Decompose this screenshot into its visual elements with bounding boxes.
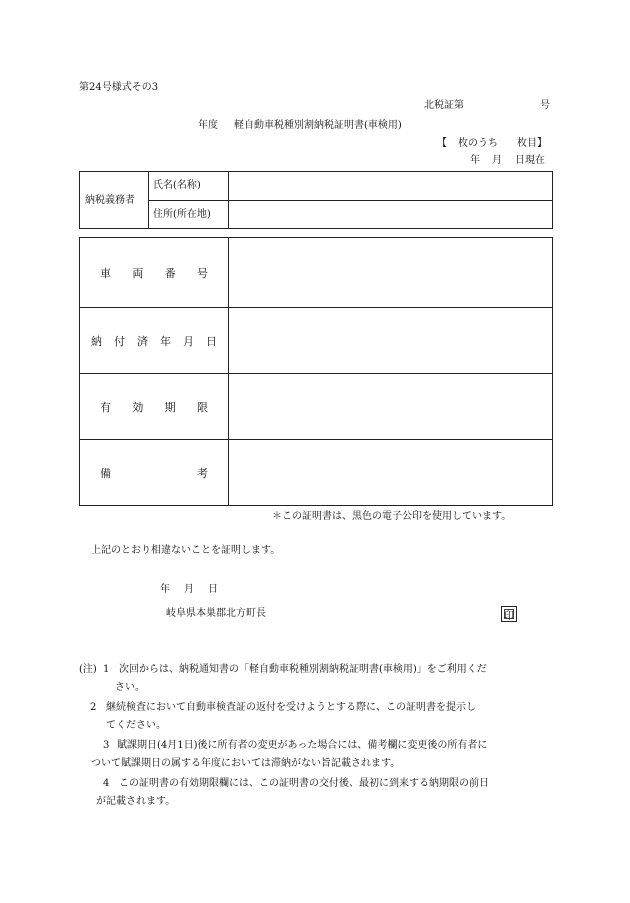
address-label: 住所(所在地) bbox=[153, 209, 211, 220]
note-1-line-2: さい。 bbox=[115, 682, 145, 693]
payment-date-char: 日 bbox=[206, 334, 217, 348]
note-4-line-2: が記載されます。 bbox=[96, 796, 176, 807]
page-count-of-label: 枚のうち bbox=[458, 138, 498, 149]
cert-number-prefix: 北税証第 bbox=[424, 100, 464, 111]
seal-char: 印 bbox=[504, 610, 514, 622]
note-2-line-1: 継続検査において自動車検査証の返付を受けようとする際に、この証明書を提示し bbox=[106, 702, 476, 713]
valid-period-char: 期 bbox=[164, 400, 176, 414]
as-of-month: 月 bbox=[492, 155, 502, 166]
payment-date-char: 年 bbox=[160, 334, 171, 348]
payment-date-label bbox=[80, 308, 228, 373]
official-seal bbox=[501, 606, 517, 622]
note-2-number: 2 bbox=[90, 702, 97, 713]
vehicle-number-value-cell[interactable] bbox=[230, 239, 551, 306]
address-value-cell[interactable] bbox=[230, 202, 551, 227]
as-of-year: 年 bbox=[470, 155, 480, 166]
issuer-name: 岐阜県本巣郡北方町長 bbox=[166, 608, 266, 619]
document-title: 軽自動車税種別割納税証明書(車検用) bbox=[234, 120, 402, 131]
cert-number-suffix: 号 bbox=[540, 100, 550, 111]
note-2-line-2: てください。 bbox=[106, 720, 166, 731]
as-of-day: 日現在 bbox=[515, 155, 545, 166]
note-4-line-1: この証明書の有効期限欄には、この証明書の交付後、最初に到来する納期限の前日 bbox=[119, 778, 489, 789]
taxpayer-table bbox=[79, 171, 553, 229]
valid-period-char: 限 bbox=[196, 400, 208, 414]
note-3-line-1: 賦課期日(4月1日)後に所有者の変更があった場合には、備考欄に変更後の所有者に bbox=[117, 740, 488, 751]
vehicle-number-char: 車 bbox=[100, 266, 111, 280]
note-1-number: 1 bbox=[103, 664, 110, 675]
taxpayer-label: 納税義務者 bbox=[85, 195, 135, 206]
payment-date-char: 納 bbox=[91, 334, 102, 348]
notes-prefix: (注) bbox=[79, 664, 97, 675]
page-count-open: 【 bbox=[437, 138, 447, 149]
electronic-seal-note: ＊この証明書は、黒色の電子公印を使用しています。 bbox=[272, 511, 512, 522]
name-value-cell[interactable] bbox=[230, 173, 551, 199]
valid-period-value-cell[interactable] bbox=[230, 375, 551, 438]
vehicle-number-char: 番 bbox=[164, 266, 176, 280]
note-3-number: 3 bbox=[103, 740, 110, 751]
issue-year: 年 bbox=[160, 584, 170, 595]
valid-period-char: 効 bbox=[132, 400, 144, 414]
vehicle-table bbox=[79, 237, 553, 506]
note-1-line-1: 次回からは、納税通知書の「軽自動車税種別割納税証明書(車検用)」をご利用くだ bbox=[119, 664, 487, 675]
valid-period-label bbox=[80, 374, 228, 439]
name-label: 氏名(名称) bbox=[153, 180, 201, 191]
note-4-number: 4 bbox=[103, 778, 110, 789]
valid-period-char: 有 bbox=[100, 400, 111, 414]
payment-date-char: 月 bbox=[183, 334, 194, 348]
remarks-label bbox=[80, 440, 228, 505]
note-3-line-2: ついて賦課期日の属する年度においては滞納がない旨記載されます。 bbox=[91, 758, 401, 769]
issue-day: 日 bbox=[208, 584, 218, 595]
remarks-char: 考 bbox=[197, 466, 208, 480]
vehicle-number-char: 号 bbox=[196, 266, 208, 280]
form-number: 第24号様式その3 bbox=[79, 82, 159, 93]
payment-date-value-cell[interactable] bbox=[230, 309, 551, 372]
vehicle-number-char: 両 bbox=[132, 266, 144, 280]
page-count-sheet-label: 枚目】 bbox=[517, 138, 547, 149]
certification-statement: 上記のとおり相違ないことを証明します。 bbox=[91, 545, 281, 556]
title-year-label: 年度 bbox=[198, 120, 218, 131]
payment-date-char: 付 bbox=[114, 334, 125, 348]
vehicle-number-label bbox=[80, 238, 228, 307]
remarks-value-cell[interactable] bbox=[230, 441, 551, 504]
payment-date-char: 済 bbox=[137, 334, 148, 348]
remarks-char: 備 bbox=[100, 466, 111, 480]
issue-month: 月 bbox=[184, 584, 194, 595]
